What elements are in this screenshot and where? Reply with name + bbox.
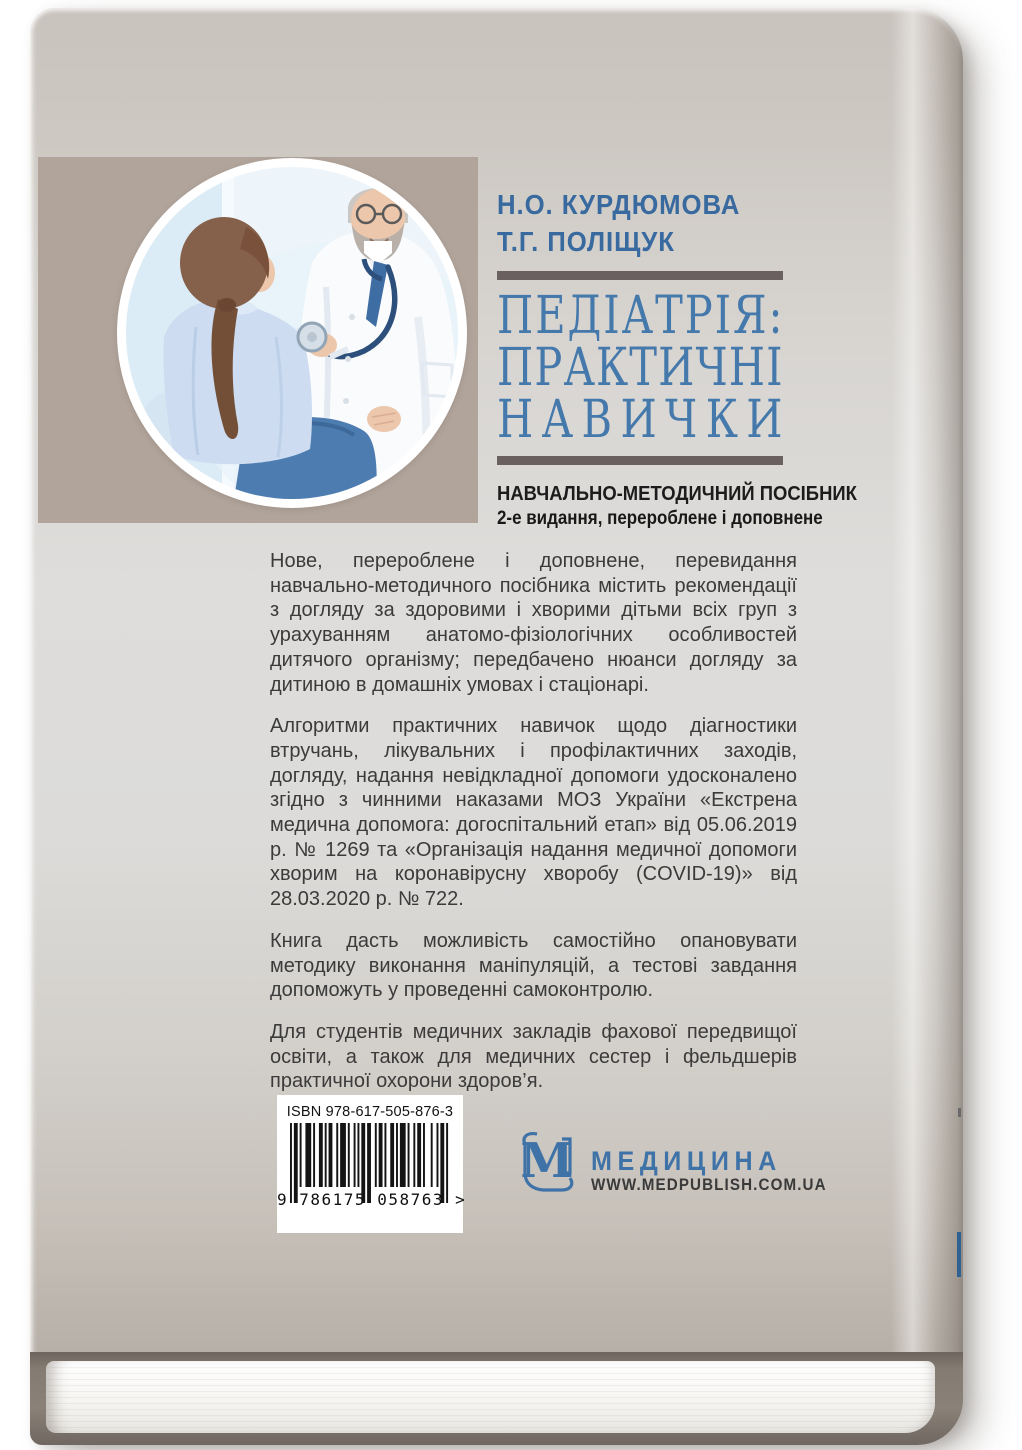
book-title — [497, 286, 854, 450]
barcode-digits: 9 786175 058763 > — [277, 1190, 467, 1209]
cover-right-edge-shading — [891, 8, 963, 1445]
annotation-paragraph: Книга дасть можливість самостійно опановувати методику виконання маніпуляцій, а тестові завдання допоможуть у проведенні самоконтролю. — [270, 929, 797, 1002]
annotation-paragraph: Нове, перероблене і доповнене, перевидання навчально-методичного посібника містить рекомендації з догляду за здоровими і хворими дітьми всіх груп з урахуванням анатомо-фізіологічних особливостей дитячого організму; передбачено нюанси догляду за дитиною в домашніх умовах і стаціонарі. — [270, 550, 797, 696]
book-back-cover — [30, 8, 963, 1445]
title-rule-top — [497, 271, 783, 280]
authors — [497, 186, 740, 260]
cover-photo-frame — [117, 158, 467, 508]
title-line-3: Н А В И Ч К И — [497, 390, 783, 450]
doctor-child-photo — [126, 167, 458, 499]
title-line-2: П Р А К Т И Ч Н І — [497, 338, 783, 398]
edition-note: 2-е видання, перероблене і доповнене — [497, 507, 823, 529]
author-line-1: Н.О. КУРДЮМОВА — [497, 189, 741, 220]
title-rule-bottom — [497, 456, 783, 465]
spine-blue-mark — [957, 1232, 961, 1277]
annotation-text — [270, 549, 797, 1111]
spine-dark-mark — [958, 1108, 961, 1117]
publisher-logo — [516, 1128, 836, 1208]
annotation-paragraph: Алгоритми практичних навичок щодо діагностики втручань, лікувальних і профілактичних заходів, догляду, надання невідкладної допомоги удосконалено згідно з чинними наказами МОЗ України «Екстрена медична допомога: догоспітальний етап» від 05.06.2019 р. № 1269 та «Організація надання медичної допомоги хворим на коронавірусну хворобу (COVID-19)» від 28.03.2020 р. № 722. — [270, 715, 797, 911]
title-line-1: П Е Д І А Т Р І Я : — [497, 286, 783, 346]
author-line-2: Т.Г. ПОЛІЩУК — [497, 226, 675, 257]
subtitle: НАВЧАЛЬНО-МЕТОДИЧНИЙ ПОСІБНИК — [497, 482, 857, 505]
page-block-frame — [30, 1352, 963, 1445]
isbn-block — [277, 1095, 467, 1233]
page-block — [46, 1361, 935, 1433]
annotation-paragraph: Для студентів медичних закладів фахової передвищої освіти, а також для медичних сестер і фельдшерів практичної охорони здоров’я. — [270, 1020, 797, 1093]
svg-text:М: М — [520, 1133, 574, 1189]
publisher-monogram-icon — [516, 1129, 578, 1195]
isbn-label: ISBN 978-617-505-876-3 — [286, 1104, 454, 1120]
publisher-name: МЕДИЦИНА — [591, 1146, 782, 1176]
publisher-website: WWW.MEDPUBLISH.COM.UA — [591, 1176, 827, 1194]
